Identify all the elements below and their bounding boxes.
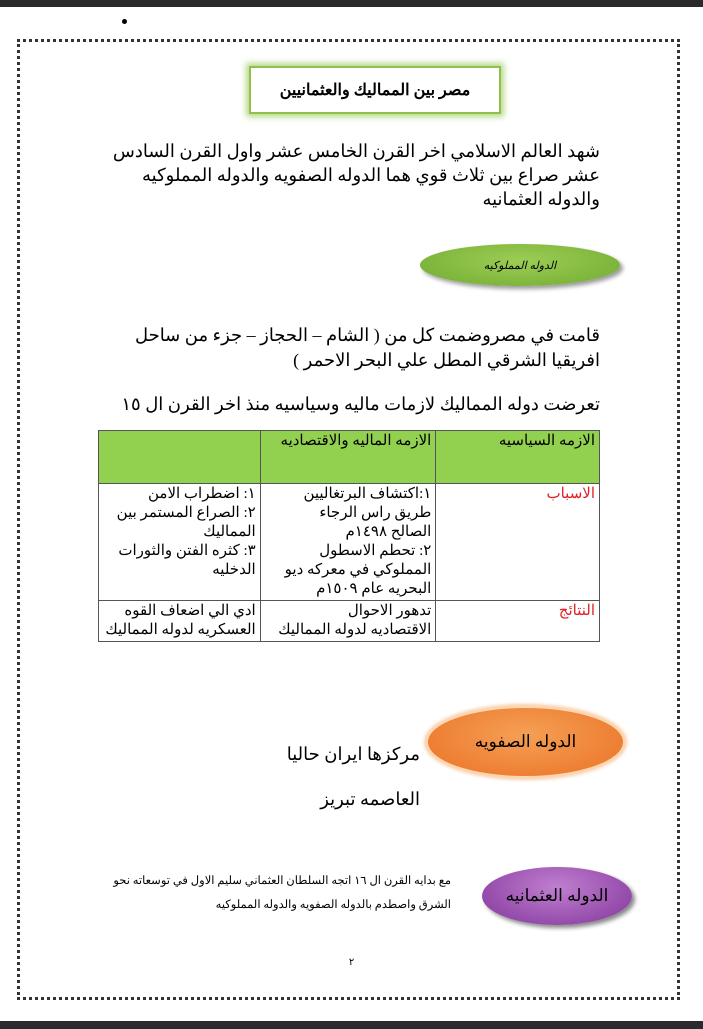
cell-line: ١: اضطراب الامن bbox=[148, 486, 256, 502]
crisis-table bbox=[98, 430, 600, 642]
mamluk-state-label: الدوله المملوكيه bbox=[483, 259, 557, 272]
ottoman-state-shape bbox=[482, 867, 632, 925]
table-header-cell: الازمه الماليه والاقتصاديه bbox=[260, 431, 436, 484]
page-title bbox=[249, 66, 501, 114]
cell-line: المملوكي في معركه ديو bbox=[284, 562, 432, 578]
safavid-state-shape bbox=[425, 705, 626, 779]
table-cell bbox=[99, 601, 261, 642]
safavid-center-text: مركزها ايران حاليا bbox=[286, 744, 420, 764]
page-title-text: مصر بين المماليك والعثمانيين bbox=[279, 82, 471, 99]
cell-line: طريق راس الرجاء bbox=[319, 505, 432, 521]
intro-paragraph: شهد العالم الاسلامي اخر القرن الخامس عشر واول القرن السادس عشر صراع بين ثلاث قوي هما الدوله الصفويه والدوله المملوكيه والدوله العثمانيه bbox=[112, 141, 600, 209]
safavid-state-label: الدوله الصفويه bbox=[474, 732, 577, 751]
table-cell bbox=[99, 484, 261, 601]
mamluk-crisis-paragraph: تعرضت دوله المماليك لازمات ماليه وسياسيه منذ اخر القرن ال ١٥ bbox=[121, 394, 600, 414]
table-header-cell: الازمه السياسيه bbox=[436, 431, 600, 484]
cell-line: الدخليه bbox=[212, 562, 256, 578]
safavid-capital-text: العاصمه تبريز bbox=[320, 789, 420, 809]
row-label: النتائج bbox=[436, 601, 600, 642]
table-cell bbox=[260, 601, 436, 642]
table-row bbox=[99, 601, 600, 642]
cell-line: ٣: كثره الفتن والثورات bbox=[118, 543, 256, 559]
bullet-dot bbox=[122, 19, 127, 24]
cell-line: الصالح ١٤٩٨م bbox=[345, 524, 432, 540]
cell-line: ادي الي اضعاف القوه bbox=[124, 603, 256, 619]
cell-line: البحريه عام ١٥٠٩م bbox=[316, 581, 432, 597]
cell-line: ٢: تحطم الاسطول bbox=[319, 543, 432, 559]
mamluk-state-shape bbox=[420, 244, 620, 286]
table-row bbox=[99, 484, 600, 601]
table-cell bbox=[260, 484, 436, 601]
table-header-row bbox=[99, 431, 600, 484]
cell-line: ٢: الصراع المستمر بين bbox=[116, 505, 256, 521]
page-number: ٢ bbox=[348, 957, 355, 968]
cell-line: المماليك bbox=[203, 524, 256, 540]
document-page bbox=[0, 7, 703, 1021]
mamluk-rise-paragraph: قامت في مصروضمت كل من ( الشام – الحجاز – جزء من ساحل افريقيا الشرقي المطل علي البحر الاحمر ) bbox=[134, 325, 600, 370]
table-header-cell bbox=[99, 431, 261, 484]
row-label: الاسباب bbox=[436, 484, 600, 601]
cell-line: الاقتصاديه لدوله المماليك bbox=[278, 622, 432, 638]
cell-line: تدهور الاحوال bbox=[347, 603, 432, 619]
cell-line: ١:اكتشاف البرتغاليين bbox=[303, 486, 432, 502]
ottoman-state-label: الدوله العثمانيه bbox=[505, 886, 609, 905]
cell-line: العسكريه لدوله المماليك bbox=[105, 622, 256, 638]
ottoman-paragraph: مع بدايه القرن ال ١٦ اتجه السلطان العثماني سليم الاول في توسعاته نحو الشرق واصطدم بالدوله الصفويه والدوله المملوكيه bbox=[113, 875, 451, 911]
